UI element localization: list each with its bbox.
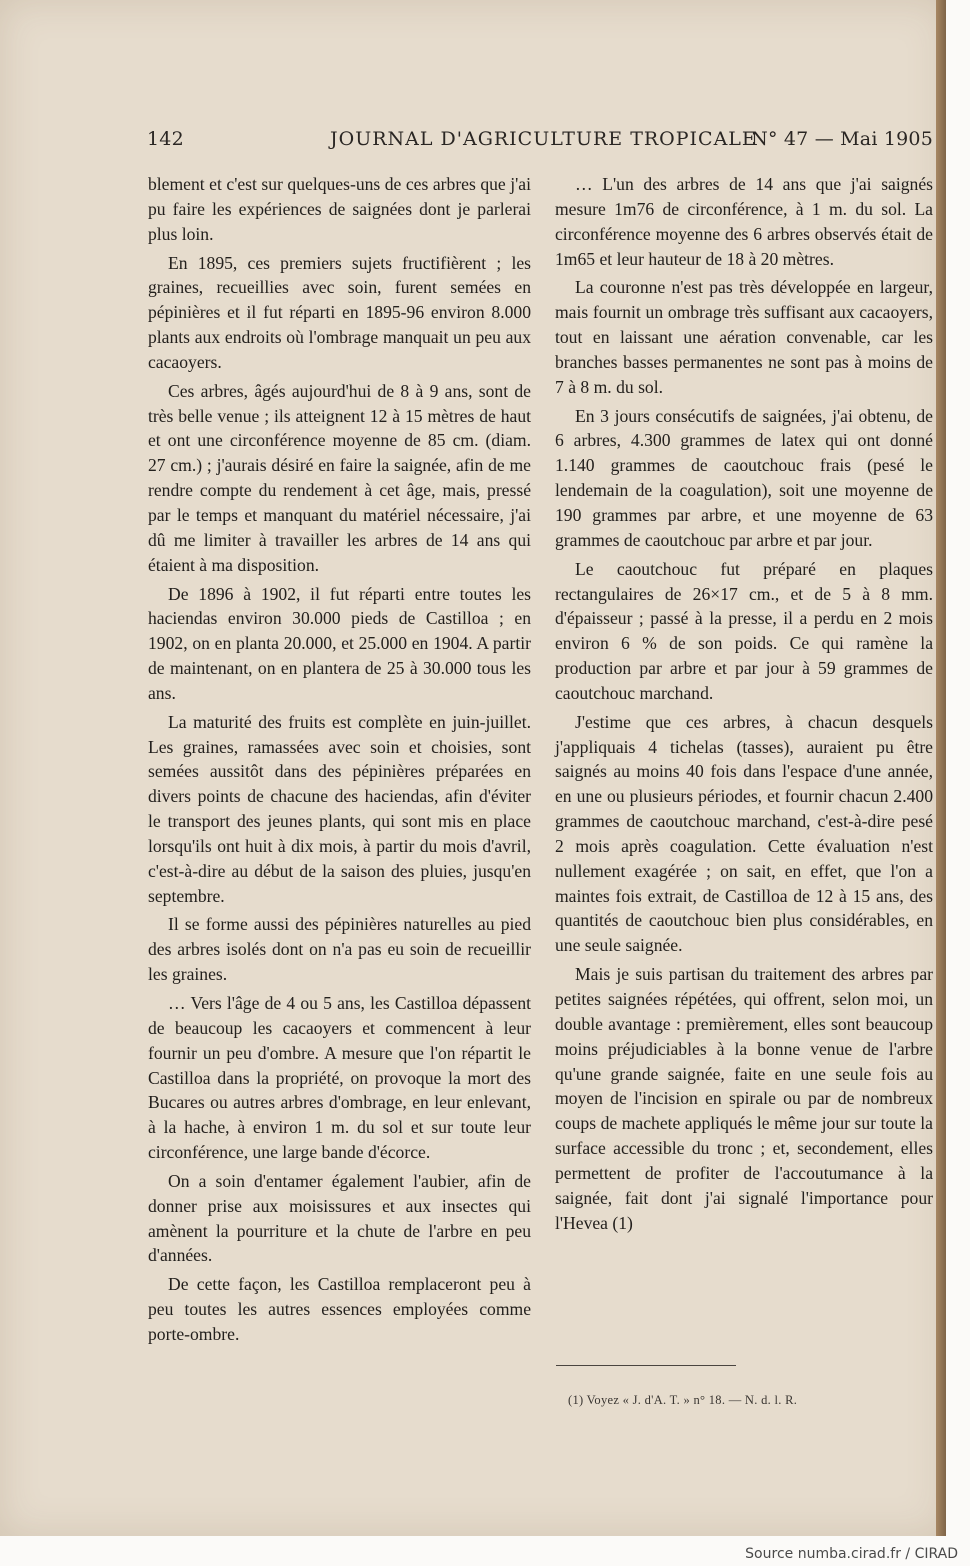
page-number: 142 — [147, 128, 184, 150]
right-column — [555, 172, 933, 1235]
issue-info: N° 47 — Mai 1905 — [751, 128, 933, 150]
paragraph: … Vers l'âge de 4 ou 5 ans, les Castilloa dépassent de beaucoup les cacaoyers et commencent à leur fournir un peu d'ombre. A mesure que l'on répartit le Castilloa dans la propriété, on provoque la mort des Bucares ou autres arbres d'ombrage, en leur enlevant, à la hache, à environ 1 m. du sol et sur toute leur circonférence, une large bande d'écorce. — [148, 993, 531, 1163]
paragraph: Mais je suis partisan du traitement des arbres par petites saignées répétées, qui offrent, selon moi, un double avantage : premièrement, elles sont beaucoup moins préjudiciables à la bonne venue de l'arbre qu'une grande saignée, faite en une seule fois au moyen de l'incision en spirale ou par de nombreux coups de machete appliqués le même jour sur toute la surface accessible du tronc ; et, secondement, elles permettent de profiter de l'accoutumance à la saignée, fait dont j'ai signalé l'importance pour l'Hevea (1) — [555, 964, 933, 1233]
paragraph: La couronne n'est pas très développée en largeur, mais fournit un ombrage très suffisant aux cacaoyers, tout en laissant une aération convenable, car les branches basses permanentes ne sont pas à moins de 7 à 8 m. du sol. — [555, 277, 933, 397]
paragraph: De cette façon, les Castilloa remplaceront peu à peu toutes les autres essences employées comme porte-ombre. — [148, 1274, 531, 1344]
paragraph: On a soin d'entamer également l'aubier, afin de donner prise aux moisissures et aux insectes qui amènent la pourriture et la chute de l'arbre en peu d'années. — [148, 1170, 531, 1266]
footnote: (1) Voyez « J. d'A. T. » n° 18. — N. d. l. R. — [568, 1393, 798, 1407]
footnote-rule — [556, 1365, 736, 1366]
source-credit: Source numba.cirad.fr / CIRAD — [745, 1546, 958, 1562]
paragraph: Le caoutchouc fut préparé en plaques rectangulaires de 26×17 cm., et de 5 à 8 mm. d'épaisseur ; passé à la presse, il a perdu en 2 mois environ 6 % de son poids. Ce qui ramène la production par arbre et par jour à 59 grammes de caoutchouc marchand. — [555, 558, 933, 703]
paragraph: En 3 jours consécutifs de saignées, j'ai obtenu, de 6 arbres, 4.300 grammes de latex qui ont donné 1.140 grammes de caoutchouc frais (pesé le lendemain de la coagulation), soit une moyenne de 190 grammes par arbre, et une moyenne de 63 grammes de caoutchouc par arbre et par jour. — [555, 405, 933, 550]
paragraph: En 1895, ces premiers sujets fructifièrent ; les graines, recueillies avec soin, furent semées en pépinières et il fut réparti en 1895-96 environ 8.000 plants aux endroits où l'ombrage manquait un peu aux cacaoyers. — [148, 252, 531, 372]
journal-title: JOURNAL D'AGRICULTURE TROPICALE — [330, 128, 757, 150]
left-column — [148, 172, 531, 1347]
paragraph: blement et c'est sur quelques-uns de ces arbres que j'ai pu faire les expériences de saignées dont je parlerai plus loin. — [148, 174, 531, 244]
book-edge — [936, 0, 946, 1536]
paragraph: De 1896 à 1902, il fut réparti entre toutes les haciendas environ 30.000 pieds de Castilloa ; en 1902, on en planta 20.000, et 25.000 en 1904. A partir de maintenant, on en plantera de 25 à 30.000 tous les ans. — [148, 583, 531, 703]
paragraph: J'estime que ces arbres, à chacun desquels j'appliquais 4 tichelas (tasses), auraient pu être saignés au moins 40 fois dans l'espace d'une année, en une ou plusieurs périodes, et fournir chacun 2.400 grammes de caoutchouc marchand, c'est-à-dire pesé 2 mois après coagulation. Cette évaluation n'est nullement exagérée ; on sait, en effet, que l'on a maintes fois extrait, de Castilloa de 12 à 15 ans, des quantités de caoutchouc bien plus considérables, en une seule saignée. — [555, 711, 933, 956]
paragraph: La maturité des fruits est complète en juin-juillet. Les graines, ramassées avec soin et choisies, sont semées aussitôt dans des pépinières préparées en divers points de chacune des haciendas, afin d'éviter le transport des jeunes plants, qui sont mis en place lorsqu'ils ont huit à dix mois, à partir du mois d'avril, c'est-à-dire au début de la saison des pluies, jusqu'en septembre. — [148, 711, 531, 906]
paragraph: Ces arbres, âgés aujourd'hui de 8 à 9 ans, sont de très belle venue ; ils atteignent 12 à 15 mètres de haut et ont une circonférence moyenne de 85 cm. (diam. 27 cm.) ; j'aurais désiré en faire la saignée, afin de me rendre compte du rendement à cet âge, mais, pressé par le temps et manquant du matériel nécessaire, j'ai dû me limiter à travailler les arbres de 14 ans qui étaient à ma disposition. — [148, 380, 531, 575]
running-header — [147, 128, 933, 158]
paragraph: Il se forme aussi des pépinières naturelles au pied des arbres isolés dont on n'a pas eu soin de recueillir les graines. — [148, 914, 531, 985]
paragraph: … L'un des arbres de 14 ans que j'ai saignés mesure 1m76 de circonférence, à 1 m. du sol. La circonférence moyenne des 6 arbres observés était de 1m65 et leur hauteur de 18 à 20 mètres. — [555, 174, 933, 269]
